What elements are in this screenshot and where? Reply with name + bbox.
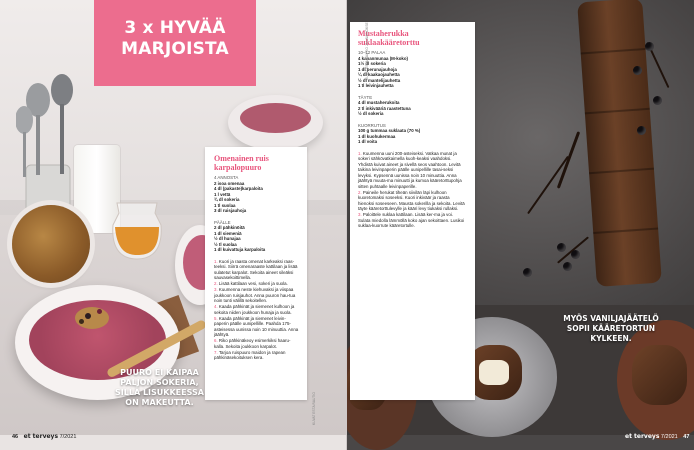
photo-caption-left: PUURO EI KAIPAA PALJON SOKERIA, SILLÄ LISUKKEESSA ON MAKEUTTA. xyxy=(115,368,204,407)
servings: 10–12 PALAA xyxy=(358,50,386,55)
magazine-brand: et terveys xyxy=(625,433,660,440)
ingredient: 1½ dl sokeria xyxy=(358,61,386,66)
blackcurrant-image xyxy=(637,126,646,135)
photo-caption-right: MYÖS VANILJAJÄÄTELÖ SOPII KÄÄRETORTUN KYLKEEN. xyxy=(563,314,659,343)
blackcurrant-image xyxy=(557,243,566,252)
photo-credit: KUVAT ESTA RAUTIO xyxy=(312,392,316,425)
page-footer xyxy=(625,433,689,440)
ingredient: 2 tl inkivääriä raastettuna xyxy=(358,105,411,111)
servings: 4 ANNOSTA xyxy=(214,175,239,180)
ingredient: 100 g tummaa suklaata (70 %) xyxy=(358,128,421,133)
ingredient: 4 dl (pakaste)karpaloita xyxy=(214,186,263,191)
ingredient: 4 kananmunaa (M-koko) xyxy=(358,55,409,61)
ingredient: 1 dl voita xyxy=(358,139,378,144)
ingredient: 1 l vettä xyxy=(214,191,231,197)
step: 3. Kuumenna neste kiehuvaksi ja viispaa joukkoon ruisjauhot. Anna puuron hau-tua noin tunti välillä sekoitellen. xyxy=(214,287,296,303)
issue-number: 7/2021 xyxy=(660,434,678,440)
recipe-instructions xyxy=(214,259,300,361)
left-page xyxy=(0,0,346,450)
page-number: 47 xyxy=(683,434,690,440)
step: 2. Lisää kattilaan vesi, sokeri ja suola. xyxy=(214,281,288,286)
issue-number: 7/2021 xyxy=(59,434,77,440)
step: 1. Kuumenna uuni 200-asteiseksi. Vatkaa munat ja sokeri sähkövatkaimella kuoh-keaksi vaahdoksi. Yhdistä kuivat aineet ja sivellä seos vaahtoon. Levitä taikina leivinpaperin päälle uunipellille tasai-seksi levyksi. Kypsennä uunissa noin 10 minuuttia. Anna jäähtyä muuta-ma minuutti ja kumoa kääretorttupohja sitten puhtaalle leivinpaperille. xyxy=(358,150,462,189)
back-bowl-image xyxy=(228,95,323,150)
step: 6. Riko pähkinäkeoy esimerkiksi haaru-kalla. Sekoita joukkoon karpalot. xyxy=(214,338,291,349)
section-label: PÄÄLLE xyxy=(214,219,231,225)
ingredient: 2 dl pähkinöitä xyxy=(214,225,245,230)
ingredient: 1 tl leivinjauhetta xyxy=(358,83,394,88)
blackcurrant-image xyxy=(633,66,642,75)
blackcurrant-image xyxy=(645,42,654,51)
blackcurrant-image xyxy=(653,96,662,105)
ingredient: 1 dl kuivattuja karpaloita xyxy=(214,247,266,252)
page-footer xyxy=(12,433,76,440)
ingredient: ¼ dl kaakaojauhetta xyxy=(358,72,400,77)
ingredient: ½ dl hunajaa xyxy=(214,236,241,241)
step: 2. Paineile herukat tiheän siivilän läpi kulhoon kuoretomaksi soseeksi. Kuori inkiväär ja raasta hienoksi soseeseen. Mausta sokerilla ja sekoita. Levitä täyte kääretorttulevylle ja kääri levy tiukaksi rullaksi. xyxy=(358,189,465,211)
step: 1. Kuori ja raasta omenat karkeaksi raas-teeksi. Siirrä omenaraaste kattilaan ja lisää sulatetut karpalot. Sekoita aineet sileäksi sauvasekoittimella. xyxy=(214,258,298,280)
ingredient: 1 dl siemeniä xyxy=(214,230,242,236)
photo-credit: KUVAT ESTA RAUTIO JA LAMINOKSE xyxy=(365,22,369,80)
ingredient: 1 dl kuohukermaa xyxy=(358,133,396,139)
magazine-brand: et terveys xyxy=(23,433,59,440)
step: 4. Kaada pähkinät ja siemenet kulhoon ja sekoita niiden joukkoon hunaja ja suola. xyxy=(214,304,295,315)
section-label: TÄYTE xyxy=(358,94,373,100)
page-title-block xyxy=(94,0,256,86)
step: 7. Tarjoa ruispuuro maidon ja rapean pähkinäsekoituksen kera. xyxy=(214,349,286,360)
ingredient: ½ dl sokeria xyxy=(358,111,384,116)
page-number: 46 xyxy=(12,434,19,440)
blackcurrant-image xyxy=(563,262,572,271)
blackcurrant-image xyxy=(571,250,580,259)
ingredient: 4 dl mustaherukoita xyxy=(358,100,400,105)
section-label: KUORRUTUS xyxy=(358,122,386,128)
granola-bowl-image xyxy=(12,205,90,283)
ingredient: ¾ dl sokeria xyxy=(214,197,240,202)
ingredient: 1 tl suolaa xyxy=(214,202,236,208)
ingredient: 1 dl perunajauhoja xyxy=(358,66,397,72)
recipe-card-porridge xyxy=(205,147,307,400)
ingredient: ½ dl mantelijauhetta xyxy=(358,77,401,83)
ingredient: 3 dl ruisjauhoja xyxy=(214,208,247,213)
page-title: 3 x HYVÄÄ MARJOISTA xyxy=(121,18,229,59)
step: 5. Kaada pähkinät ja siemenet leivin-paperin päälle uunipellille. Paahda 175-asteisessa uunissa noin 10 minuuttia. Anna jäähtyä. xyxy=(214,315,299,337)
recipe-instructions xyxy=(358,151,466,229)
step: 3. Paloittele suklaa kattilaan. Lisää ker-ma ja voi. Sulata miedolla lämmöllä koko ajan sekoittaen. Lusikoi suklaa-kuorrute kääretortulle. xyxy=(358,212,465,228)
honey-jug-image xyxy=(107,193,167,261)
ingredient: ½ tl suolaa xyxy=(214,241,237,247)
blackcurrant-image xyxy=(523,268,532,277)
recipe-title: Omenainen ruis karpalopuuro xyxy=(214,154,269,172)
recipe-title: Mustaherukka suklaakääretorttu xyxy=(358,29,420,47)
ingredient: 2 isoa omenaa xyxy=(214,180,245,186)
